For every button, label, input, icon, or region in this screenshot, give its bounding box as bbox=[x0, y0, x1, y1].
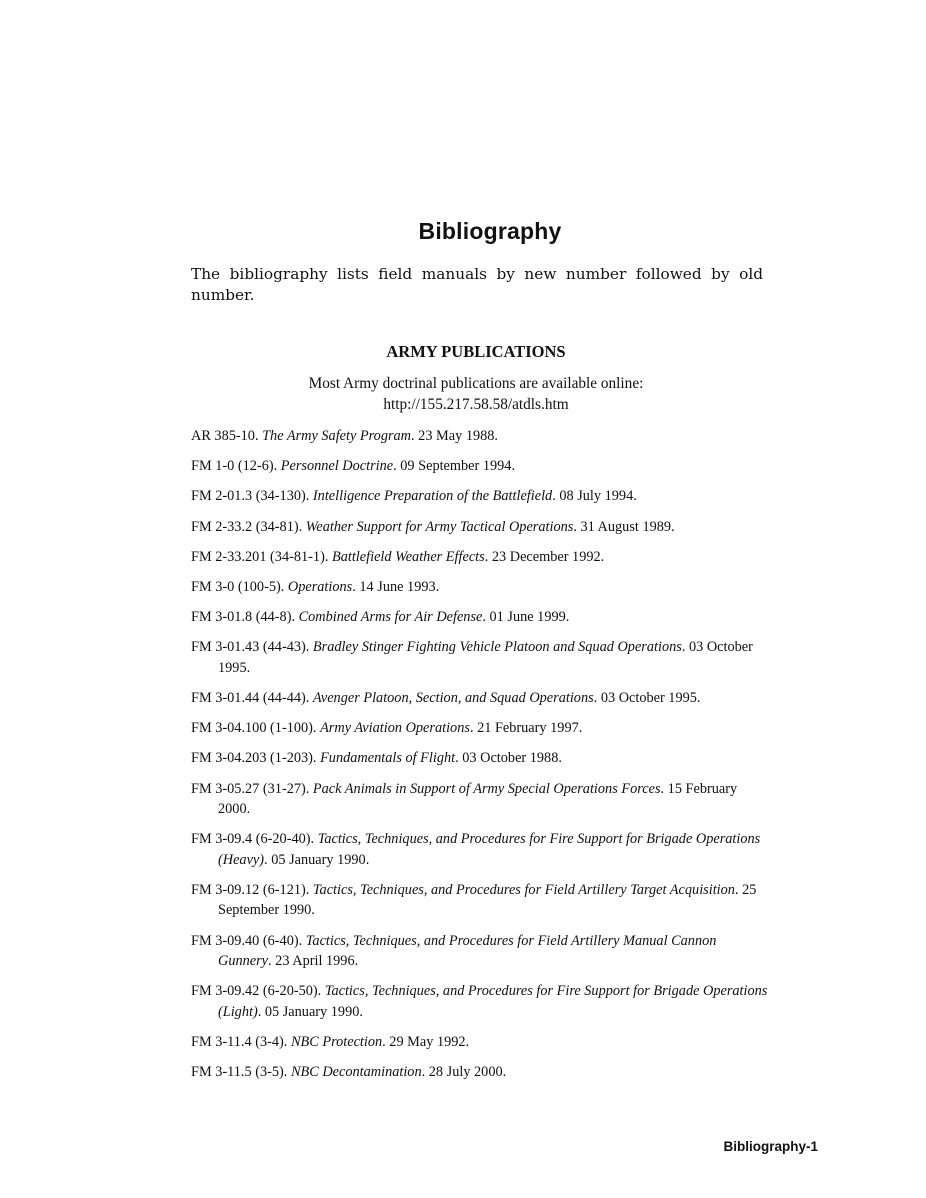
entry-ref: FM 2-33.2 (34-81). bbox=[191, 518, 306, 535]
entry-date: . 03 October 1988. bbox=[455, 750, 562, 767]
bibliography-entry bbox=[191, 637, 771, 678]
entry-ref: FM 3-01.43 (44-43). bbox=[191, 639, 313, 656]
entry-date: . 03 October 1995. bbox=[218, 639, 753, 676]
bibliography-entry bbox=[191, 577, 771, 598]
entry-ref: FM 1-0 (12-6). bbox=[191, 458, 281, 475]
entry-title: Army Aviation Operations bbox=[320, 720, 470, 737]
entry-date: . 05 January 1990. bbox=[257, 1003, 363, 1020]
entry-title: Tactics, Techniques, and Procedures for Field Artillery Target Acquisition bbox=[312, 881, 735, 898]
entry-ref: FM 3-11.4 (3-4). bbox=[191, 1034, 291, 1050]
bibliography-entry bbox=[191, 426, 771, 447]
entry-title: Avenger Platoon, Section, and Squad Operations bbox=[312, 690, 594, 706]
entry-date: . 25 September 1990. bbox=[218, 881, 757, 919]
entry-title: Operations bbox=[287, 578, 353, 595]
entry-ref: FM 3-09.42 (6-20-50). bbox=[191, 983, 325, 1000]
bibliography-entry bbox=[191, 931, 771, 972]
bibliography-entry bbox=[191, 688, 771, 709]
entry-ref: FM 3-01.44 (44-44). bbox=[191, 690, 313, 706]
bibliography-entry bbox=[191, 1062, 771, 1083]
entry-ref: FM 3-05.27 (31-27). bbox=[191, 780, 313, 797]
entry-date: . 14 June 1993. bbox=[352, 578, 440, 595]
bibliography-entry bbox=[191, 517, 771, 538]
bibliography-entry bbox=[191, 486, 771, 507]
entry-title: Personnel Doctrine bbox=[280, 458, 394, 475]
bibliography-entry bbox=[191, 981, 771, 1022]
entry-title: Battlefield Weather Effects bbox=[331, 548, 485, 565]
online-note-url[interactable]: http://155.217.58.58/atdls.htm bbox=[383, 396, 569, 413]
entry-title: Intelligence Preparation of the Battlefield bbox=[312, 488, 553, 505]
entry-ref: FM 3-01.8 (44-8). bbox=[191, 609, 299, 626]
entry-date: . 23 April 1996. bbox=[268, 953, 359, 970]
online-note-text: Most Army doctrinal publications are available online: bbox=[308, 375, 644, 392]
bibliography-entry bbox=[191, 880, 771, 921]
entry-date: . 28 July 2000. bbox=[421, 1064, 507, 1081]
entry-ref: FM 2-01.3 (34-130). bbox=[191, 488, 313, 505]
entry-ref: FM 3-09.40 (6-40). bbox=[191, 932, 306, 949]
bibliography-entry bbox=[191, 779, 771, 820]
entry-date: . 23 December 1992. bbox=[484, 548, 605, 565]
bibliography-entry bbox=[191, 748, 771, 769]
entry-ref: FM 3-04.100 (1-100). bbox=[191, 720, 321, 737]
entry-title: Pack Animals in Support of Army Special Operations Forces bbox=[312, 780, 661, 797]
online-note bbox=[0, 373, 926, 415]
entry-ref: FM 3-11.5 (3-5). bbox=[191, 1064, 291, 1081]
entry-title: NBC Decontamination bbox=[290, 1064, 422, 1081]
entry-date: . 15 February 2000. bbox=[218, 780, 738, 818]
entry-ref: FM 3-09.12 (6-121). bbox=[191, 881, 313, 898]
entry-date: . 31 August 1989. bbox=[573, 518, 675, 535]
entry-title: Weather Support for Army Tactical Operations bbox=[305, 518, 574, 535]
entry-date: . 05 January 1990. bbox=[264, 851, 370, 868]
entry-ref: FM 3-04.203 (1-203). bbox=[191, 750, 321, 767]
entry-date: . 21 February 1997. bbox=[469, 720, 583, 737]
entry-ref: FM 3-0 (100-5). bbox=[191, 578, 288, 595]
entry-title: Tactics, Techniques, and Procedures for Fire Support for Brigade Operations (Light) bbox=[218, 983, 768, 1020]
page-footer: Bibliography-1 bbox=[723, 1139, 818, 1154]
entry-date: . 29 May 1992. bbox=[382, 1034, 470, 1050]
bibliography-entry bbox=[191, 607, 771, 628]
entry-ref: AR 385-10. bbox=[191, 428, 263, 444]
bibliography-entry bbox=[191, 456, 771, 477]
bibliography-list bbox=[191, 426, 771, 1092]
intro-paragraph: The bibliography lists field manuals by new number followed by old number. bbox=[191, 265, 763, 304]
bibliography-entry bbox=[191, 718, 771, 739]
page-title: Bibliography bbox=[418, 218, 562, 244]
entry-ref: FM 2-33.201 (34-81-1). bbox=[191, 548, 332, 565]
entry-date: . 08 July 1994. bbox=[552, 488, 637, 505]
bibliography-entry bbox=[191, 829, 771, 870]
section-heading: ARMY PUBLICATIONS bbox=[386, 342, 566, 361]
entry-date: . 03 October 1995. bbox=[593, 690, 701, 706]
entry-date: . 09 September 1994. bbox=[393, 458, 516, 475]
entry-title: Bradley Stinger Fighting Vehicle Platoon and Squad Operations bbox=[312, 639, 682, 656]
entry-title: NBC Protection bbox=[290, 1034, 383, 1050]
entry-ref: FM 3-09.4 (6-20-40). bbox=[191, 831, 318, 848]
bibliography-entry bbox=[191, 1032, 771, 1053]
entry-title: Tactics, Techniques, and Procedures for Fire Support for Brigade Operations (Heavy) bbox=[218, 831, 761, 868]
entry-title: Combined Arms for Air Defense bbox=[298, 609, 483, 626]
entry-date: . 23 May 1988. bbox=[411, 428, 498, 444]
entry-title: Tactics, Techniques, and Procedures for Field Artillery Manual Cannon Gunnery bbox=[218, 932, 717, 970]
bibliography-entry bbox=[191, 547, 771, 568]
entry-title: The Army Safety Program bbox=[262, 428, 412, 444]
entry-date: . 01 June 1999. bbox=[482, 609, 570, 626]
entry-title: Fundamentals of Flight bbox=[320, 750, 456, 767]
